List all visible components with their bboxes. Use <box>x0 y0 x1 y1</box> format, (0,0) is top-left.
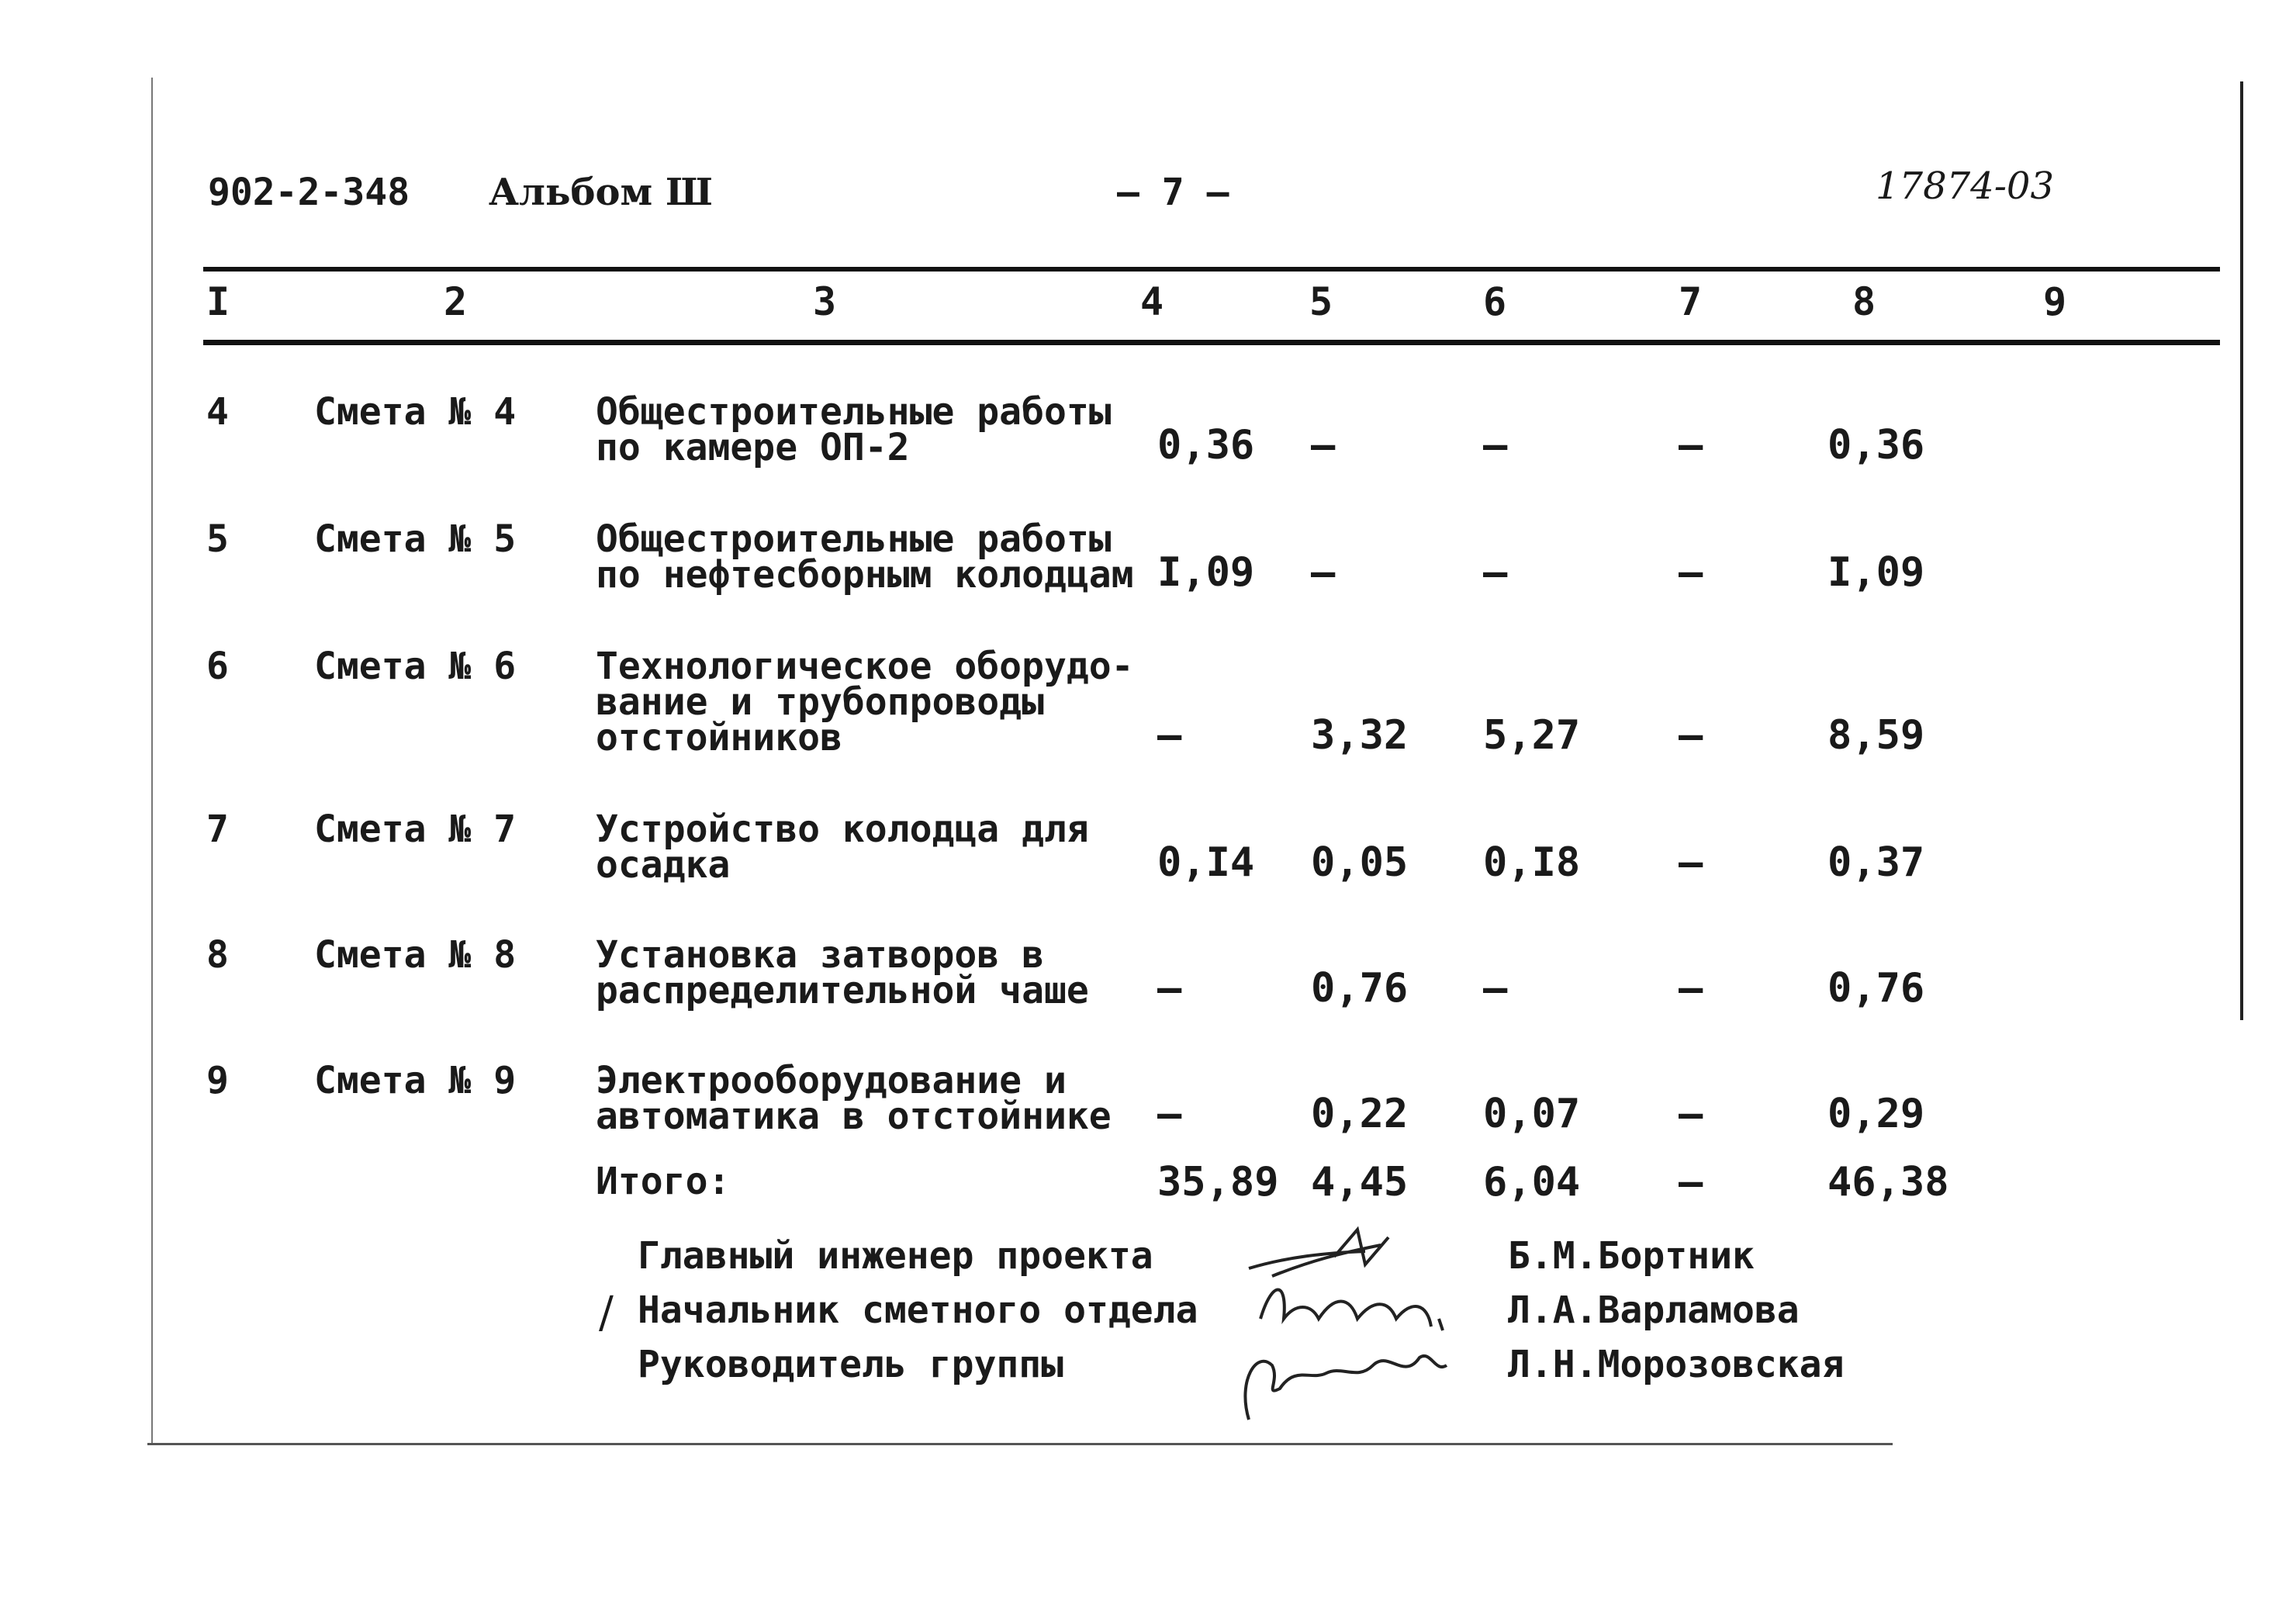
value-col8: I,09 <box>1827 549 1925 596</box>
row-description-line: Технологическое оборудо- <box>596 645 1134 688</box>
row-description-line: отстойников <box>596 716 842 759</box>
row-description-line: распределительной чаше <box>596 969 1089 1012</box>
value-col7: – <box>1679 839 1703 886</box>
row-number: 7 <box>206 808 229 851</box>
value-col8: 0,76 <box>1827 965 1925 1012</box>
value-col7: – <box>1679 549 1703 596</box>
bottom-margin-line <box>147 1443 1893 1445</box>
column-number: 8 <box>1852 279 1876 324</box>
column-number: 3 <box>813 279 837 324</box>
estimate-label: Смета № 6 <box>314 645 517 688</box>
slash-mark: / <box>599 1288 614 1338</box>
row-description <box>596 390 1112 469</box>
total-col8: 46,38 <box>1827 1159 1949 1206</box>
value-col7: – <box>1679 965 1703 1012</box>
value-col5: – <box>1311 549 1336 596</box>
signatory-role: Главный инженер проекта <box>638 1234 1153 1278</box>
column-number: 7 <box>1679 279 1703 324</box>
column-number: 4 <box>1140 279 1164 324</box>
estimate-label: Смета № 5 <box>314 517 517 561</box>
value-col5: 0,22 <box>1311 1091 1409 1137</box>
estimate-label: Смета № 4 <box>314 390 517 434</box>
value-col5: 3,32 <box>1311 712 1409 759</box>
row-description-line: осадка <box>596 843 731 887</box>
value-col4: 0,I4 <box>1157 839 1255 886</box>
right-margin-line <box>2240 81 2243 1020</box>
value-col8: 0,29 <box>1827 1091 1925 1137</box>
row-description-line: Установка затворов в <box>596 933 1044 977</box>
total-col7: – <box>1679 1159 1703 1206</box>
header-bottom-rule <box>203 340 2220 345</box>
value-col5: – <box>1311 422 1336 469</box>
row-description-line: автоматика в отстойнике <box>596 1095 1112 1138</box>
total-label: Итого: <box>596 1160 731 1203</box>
signature-image <box>1249 1272 1458 1342</box>
row-description <box>596 517 1134 597</box>
column-number: 6 <box>1483 279 1507 324</box>
signatory-name: Л.А.Варламова <box>1508 1289 1800 1332</box>
value-col4: 0,36 <box>1157 422 1255 469</box>
value-col5: 0,76 <box>1311 965 1409 1012</box>
value-col6: – <box>1483 549 1508 596</box>
row-description-line: Общестроительные работы <box>596 517 1112 561</box>
value-col4: – <box>1157 965 1182 1012</box>
column-number: 5 <box>1309 279 1333 324</box>
value-col8: 8,59 <box>1827 712 1925 759</box>
row-number: 4 <box>206 390 229 434</box>
column-number: I <box>206 279 230 324</box>
handwritten-number: 17874-03 <box>1876 164 2054 208</box>
top-rule <box>203 267 2220 272</box>
row-description-line: по нефтесборным колодцам <box>596 553 1134 597</box>
total-col6: 6,04 <box>1483 1159 1581 1206</box>
value-col6: 5,27 <box>1483 712 1581 759</box>
signatory-role: Руководитель группы <box>638 1343 1064 1386</box>
doc-code: 902-2-348 <box>208 171 410 214</box>
estimate-label: Смета № 7 <box>314 808 517 851</box>
row-description-line: Общестроительные работы <box>596 390 1112 434</box>
estimate-label: Смета № 9 <box>314 1059 517 1102</box>
column-number: 9 <box>2043 279 2067 324</box>
row-description-line: Электрооборудование и <box>596 1059 1067 1102</box>
value-col4: I,09 <box>1157 549 1255 596</box>
signatory-name: Л.Н.Морозовская <box>1508 1343 1845 1386</box>
row-description-line: вание и трубопроводы <box>596 680 1044 724</box>
row-number: 9 <box>206 1059 229 1102</box>
signature-image <box>1233 1334 1458 1427</box>
value-col6: 0,07 <box>1483 1091 1581 1137</box>
value-col4: – <box>1157 1091 1182 1137</box>
signatory-name: Б.М.Бортник <box>1508 1234 1755 1278</box>
row-description <box>596 933 1089 1012</box>
page-number: – 7 – <box>1117 171 1229 214</box>
signatory-role: Начальник сметного отдела <box>638 1289 1198 1332</box>
total-col4: 35,89 <box>1157 1159 1279 1206</box>
value-col6: – <box>1483 422 1508 469</box>
value-col5: 0,05 <box>1311 839 1409 886</box>
row-number: 6 <box>206 645 229 688</box>
value-col4: – <box>1157 712 1182 759</box>
value-col6: – <box>1483 965 1508 1012</box>
album-label: Альбом Ш <box>489 171 713 214</box>
value-col8: 0,36 <box>1827 422 1925 469</box>
row-number: 5 <box>206 517 229 561</box>
row-description-line: Устройство колодца для <box>596 808 1089 851</box>
value-col7: – <box>1679 712 1703 759</box>
value-col8: 0,37 <box>1827 839 1925 886</box>
total-col5: 4,45 <box>1311 1159 1409 1206</box>
row-description <box>596 808 1089 887</box>
value-col7: – <box>1679 422 1703 469</box>
column-number: 2 <box>444 279 468 324</box>
row-description <box>596 1059 1112 1138</box>
left-margin-line <box>151 78 153 1443</box>
row-number: 8 <box>206 933 229 977</box>
value-col7: – <box>1679 1091 1703 1137</box>
row-description <box>596 645 1134 759</box>
value-col6: 0,I8 <box>1483 839 1581 886</box>
estimate-label: Смета № 8 <box>314 933 517 977</box>
row-description-line: по камере ОП-2 <box>596 426 910 469</box>
